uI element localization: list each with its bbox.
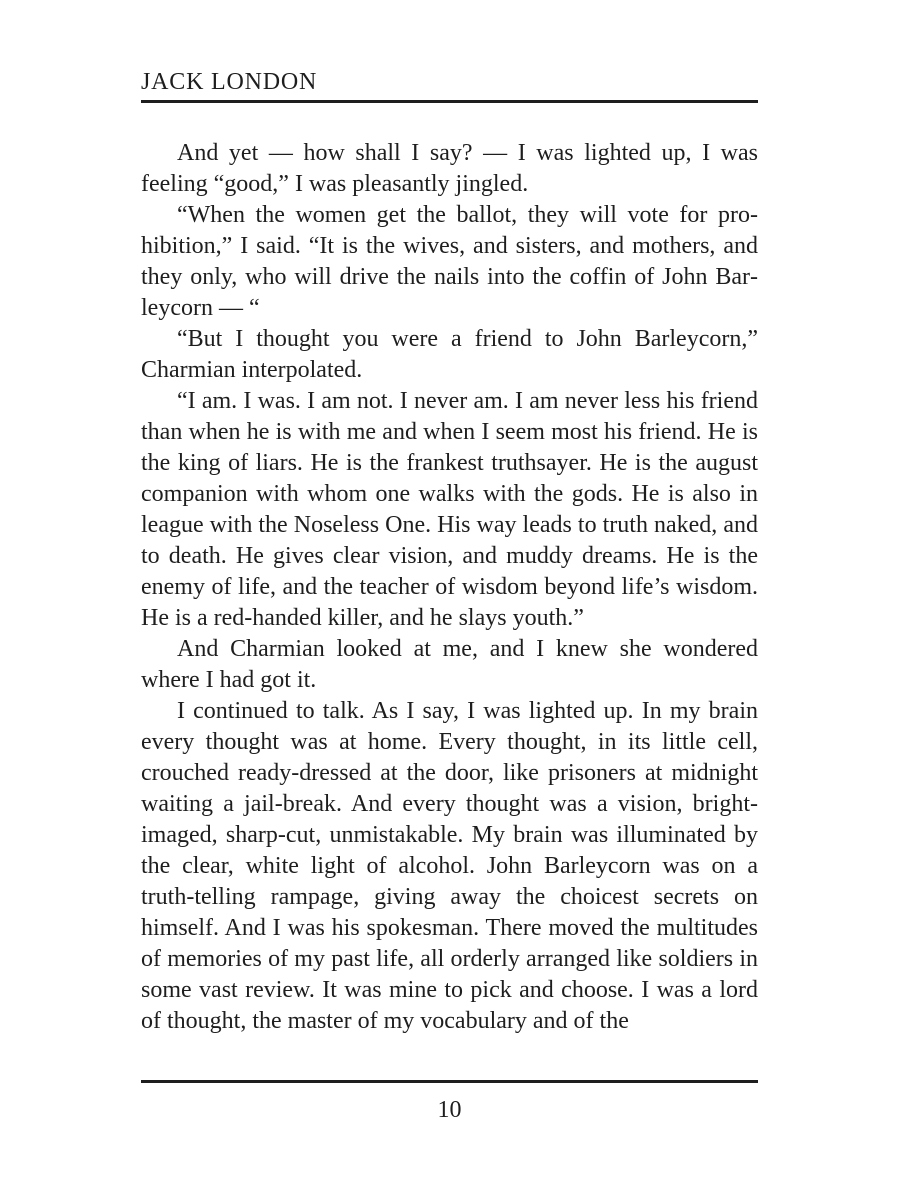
- running-header: JACK LONDON: [141, 69, 318, 95]
- paragraph: “But I thought you were a friend to John Barleycorn,” Charmian interpolated.: [141, 326, 758, 383]
- header-rule: [141, 100, 758, 103]
- paragraph: And yet — how shall I say? — I was lighted up, I was feeling “good,” I was pleasantly jingled.: [141, 140, 758, 197]
- page-number: 10: [437, 1097, 462, 1123]
- paragraph: And Charmian looked at me, and I knew she wondered where I had got it.: [141, 636, 758, 693]
- body-text: [141, 138, 758, 1037]
- paragraph: “I am. I was. I am not. I never am. I am never less his friend than when he is with me and when I seem most his friend. He is the king of liars. He is the frankest truthsayer. He is the august companion with whom one walks with the gods. He is also in league with the Noseless One. His way leads to truth naked, and to death. He gives clear vision, and muddy dreams. He is the enemy of life, and the teacher of wisdom beyond life’s wisdom. He is a red-handed killer, and he slays youth.”: [141, 388, 758, 631]
- paragraph: I continued to talk. As I say, I was lighted up. In my brain every thought was at home. Every thought, in its little cell, crouched ready-dressed at the door, like prisoners at midnight waiting a jail-break. And every thought was a vision, bright-imaged, sharp-cut, unmistakable. My brain was illuminated by the clear, white light of alcohol. John Barleycorn was on a truth-telling rampage, giving away the choicest secrets on himself. And I was his spokesman. There moved the multitudes of memories of my past life, all orderly arranged like soldiers in some vast review. It was mine to pick and choose. I was a lord of thought, the master of my vocabulary and of the: [141, 698, 758, 1034]
- footer-rule: [141, 1080, 758, 1083]
- paragraph: “When the women get the ballot, they will vote for prohibition,” I said. “It is the wives, and sisters, and mothers, and they only, who will drive the nails into the coffin of John Barleycorn — “: [141, 202, 758, 321]
